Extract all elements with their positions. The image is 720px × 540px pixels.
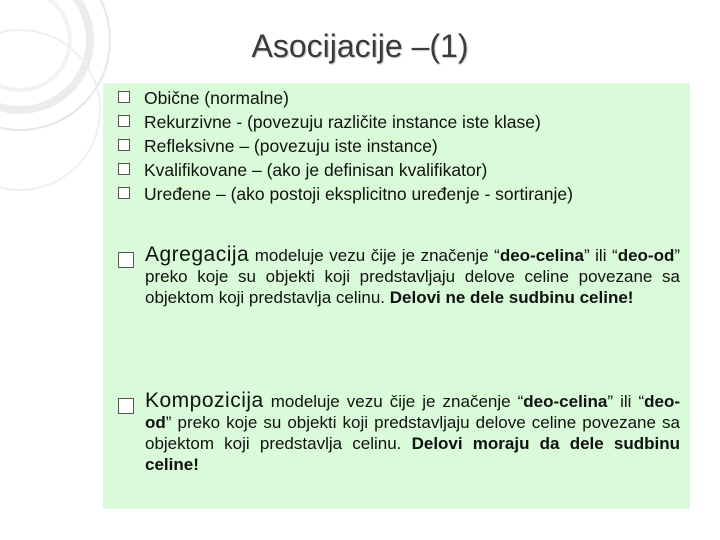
list-item: Obične (normalne) <box>118 86 684 110</box>
agregacija-term: Agregacija <box>145 243 250 266</box>
checkbox-bullet-icon <box>118 398 134 414</box>
checkbox-bullet-icon <box>118 91 130 103</box>
slide-title: Asocijacije –(1) <box>251 28 469 64</box>
agregacija-paragraph: Agregacija modeluje vezu čije je značenje “deo-celina” ili “deo-od” preko koje su objekti koji predstavljaju delove celine povezane sa objektom koji predstavlja celinu. Delovi ne dele sudbinu celine! <box>118 244 680 308</box>
kompozicija-paragraph: Kompozicija modeluje vezu čije je značenje “deo-celina” ili “deo-od” preko koje su objekti koji predstavljaju delove celine povezane sa objektom koji predstavlja celinu. Delovi moraju da dele sudbinu celine! <box>118 390 680 475</box>
list-item: Refleksivne – (povezuju iste instance) <box>118 134 684 158</box>
list-item: Uređene – (ako postoji eksplicitno uređenje - sortiranje) <box>118 182 684 206</box>
checkbox-bullet-icon <box>118 187 130 199</box>
checkbox-bullet-icon <box>118 163 130 175</box>
list-item: Kvalifikovane – (ako je definisan kvalifikator) <box>118 158 684 182</box>
checkbox-bullet-icon <box>118 252 134 268</box>
kompozicija-term: Kompozicija <box>145 389 264 412</box>
checkbox-bullet-icon <box>118 139 130 151</box>
list-item: Rekurzivne - (povezuju različite instance iste klase) <box>118 110 684 134</box>
checkbox-bullet-icon <box>118 115 130 127</box>
association-types-list <box>118 86 684 206</box>
